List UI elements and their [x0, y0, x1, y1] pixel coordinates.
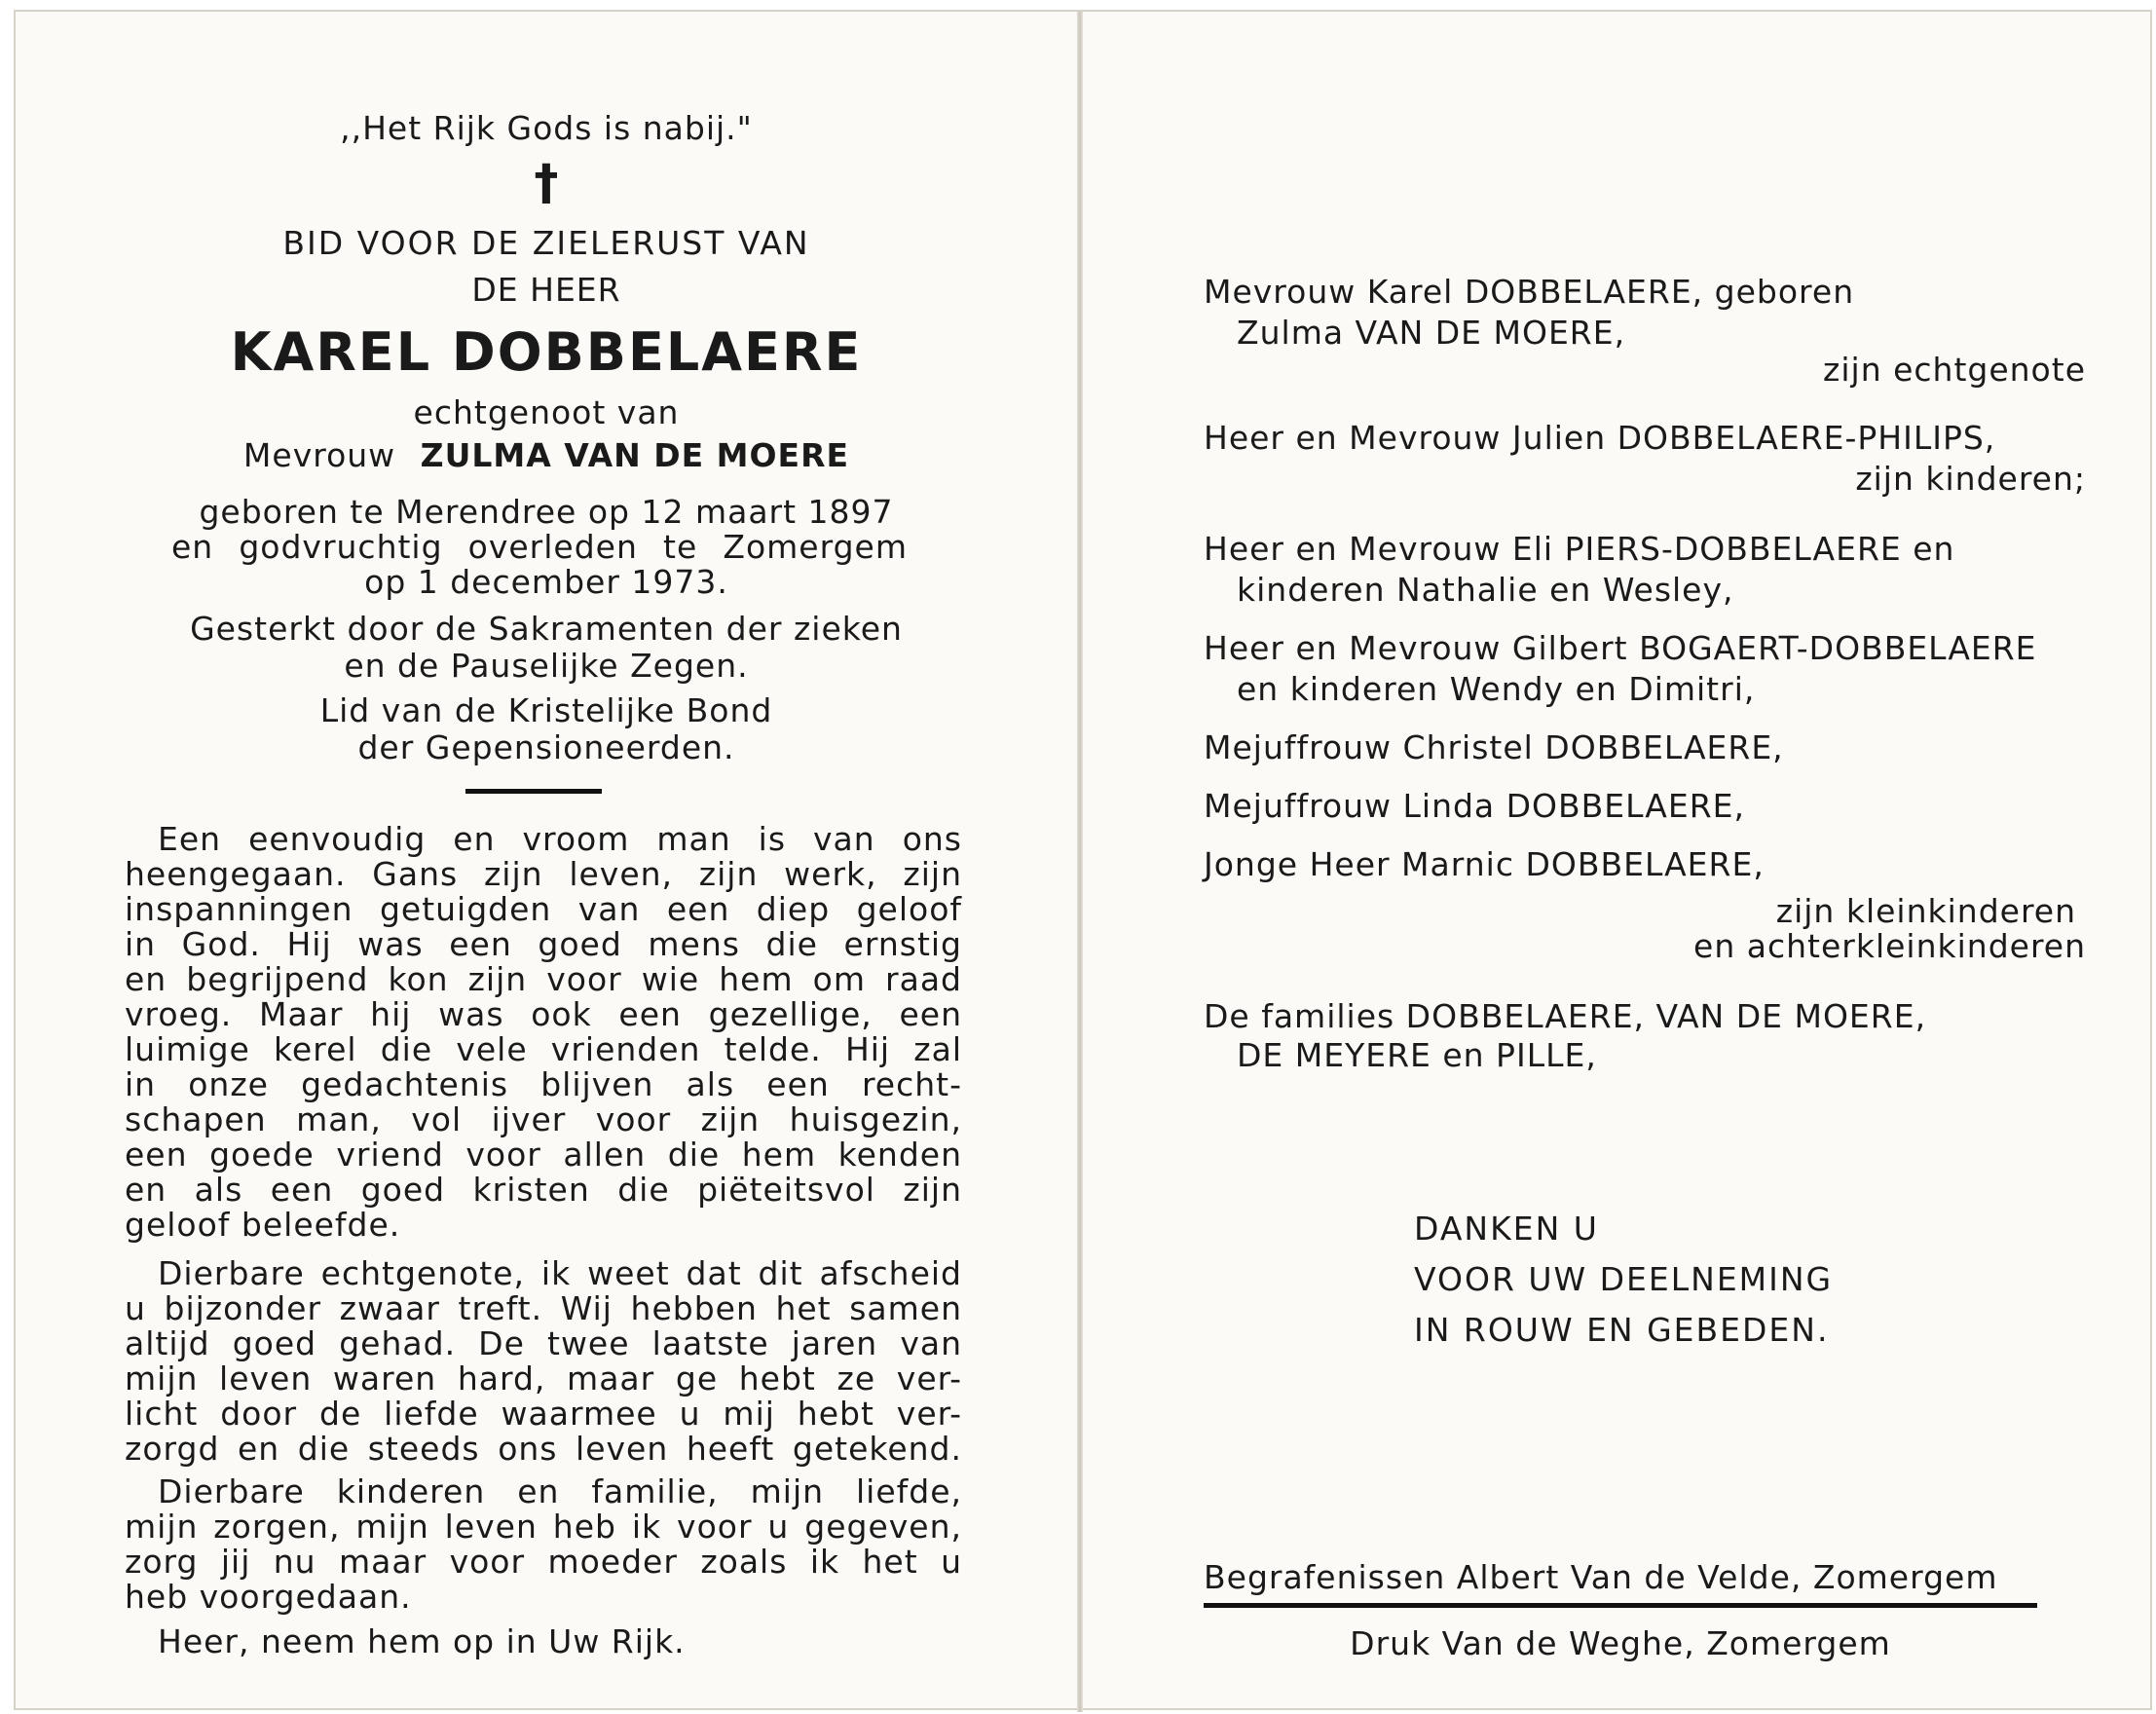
- thanks-line: IN ROUW EN GEBEDEN.: [1414, 1311, 1830, 1349]
- text-line: u bijzonder zwaar treft. Wij hebben het samen: [125, 1289, 962, 1327]
- scripture-quote: ,,Het Rijk Gods is nabij.": [340, 109, 753, 147]
- thanks-line: DANKEN U: [1414, 1210, 1599, 1248]
- birth-line: geboren te Merendree op 12 maart 1897: [199, 493, 894, 531]
- text-line: heengegaan. Gans zijn leven, zijn werk, zijn: [125, 855, 962, 893]
- mourner-line: zijn kinderen;: [1855, 460, 2086, 498]
- undertaker-credit: Begrafenissen Albert Van de Velde, Zomergem: [1204, 1558, 1998, 1596]
- text-line: mijn leven waren hard, maar ge hebt ze ver-: [125, 1360, 962, 1397]
- text-line: vroeg. Maar hij was ook een gezellige, een: [125, 995, 962, 1033]
- text-line: altijd goed gehad. De twee laatste jaren van: [125, 1324, 962, 1362]
- mourner-line: en kinderen Wendy en Dimitri,: [1237, 670, 1756, 708]
- spouse-line: [16, 436, 1077, 474]
- text-line: Een eenvoudig en vroom man is van ons: [158, 820, 962, 858]
- membership-line-2: der Gepensioneerden.: [357, 728, 735, 766]
- right-panel: [1097, 12, 2154, 1712]
- thanks-line: VOOR UW DEELNEMING: [1414, 1260, 1834, 1298]
- mourner-line: Mejuffrouw Christel DOBBELAERE,: [1204, 728, 1784, 766]
- spouse-prefix: Mevrouw: [242, 436, 396, 474]
- mourner-line: zijn kleinkinderen: [1775, 892, 2076, 930]
- text-line: in God. Hij was een goed mens die ernstig: [125, 925, 962, 963]
- mourner-line: DE MEYERE en PILLE,: [1237, 1036, 1597, 1074]
- prayer-line-1: BID VOOR DE ZIELERUST VAN: [282, 224, 810, 262]
- text-line: zorg jij nu maar voor moeder zoals ik het u: [125, 1543, 962, 1581]
- text-line: in onze gedachtenis blijven als een recht-: [125, 1065, 962, 1103]
- mourner-line: Mevrouw Karel DOBBELAERE, geboren: [1204, 273, 1855, 311]
- spouse-label: echtgenoot van: [413, 393, 680, 431]
- mourner-line: kinderen Nathalie en Wesley,: [1237, 571, 1734, 609]
- text-line: Dierbare kinderen en familie, mijn liefde,: [158, 1472, 962, 1510]
- divider: [465, 789, 602, 794]
- text-line: geloof beleefde.: [125, 1206, 401, 1244]
- text-line: schapen man, vol ijver voor zijn huisgezin,: [125, 1100, 962, 1138]
- mourner-line: Heer en Mevrouw Julien DOBBELAERE-PHILIPS,: [1204, 419, 1996, 457]
- mourner-line: en achterkleinkinderen: [1693, 927, 2086, 965]
- mourner-line: Jonge Heer Marnic DOBBELAERE,: [1204, 845, 1765, 883]
- text-line: licht door de liefde waarmee u mij hebt ver-: [125, 1395, 962, 1433]
- text-line: en als een goed kristen die piëteitsvol zijn: [125, 1171, 962, 1209]
- cross-icon: †: [534, 154, 559, 210]
- mourner-line: Mejuffrouw Linda DOBBELAERE,: [1204, 787, 1745, 825]
- closing-prayer: Heer, neem hem op in Uw Rijk.: [158, 1622, 686, 1660]
- text-line: luimige kerel die vele vrienden telde. Hij zal: [125, 1030, 962, 1068]
- text-line: heb voorgedaan.: [125, 1578, 412, 1616]
- printer-credit: Druk Van de Weghe, Zomergem: [1350, 1624, 1891, 1662]
- mourner-line: zijn echtgenote: [1823, 351, 2086, 389]
- text-line: en begrijpend kon zijn voor wie hem om raad: [125, 960, 962, 998]
- death-line: en godvruchtig overleden te Zomergem: [171, 528, 908, 566]
- text-line: zorgd en die steeds ons leven heeft getekend.: [125, 1430, 962, 1468]
- deceased-name: KAREL DOBBELAERE: [230, 321, 863, 383]
- mourner-line: De families DOBBELAERE, VAN DE MOERE,: [1204, 997, 1927, 1035]
- sacraments-line-1: Gesterkt door de Sakramenten der zieken: [190, 610, 903, 648]
- card-fold: [1077, 12, 1083, 1712]
- sacraments-line-2: en de Pauselijke Zegen.: [344, 647, 749, 685]
- text-line: Dierbare echtgenote, ik weet dat dit afscheid: [158, 1254, 962, 1292]
- mourner-line: Heer en Mevrouw Eli PIERS-DOBBELAERE en: [1204, 530, 1955, 568]
- text-line: mijn zorgen, mijn leven heb ik voor u gegeven,: [125, 1508, 962, 1546]
- mourner-line: Zulma VAN DE MOERE,: [1237, 314, 1626, 352]
- left-panel: [16, 12, 1077, 1712]
- memorial-card: [14, 10, 2152, 1710]
- membership-line-1: Lid van de Kristelijke Bond: [319, 691, 773, 729]
- text-line: een goede vriend voor allen die hem kenden: [125, 1136, 962, 1174]
- prayer-line-2: DE HEER: [471, 271, 621, 309]
- death-date-line: op 1 december 1973.: [364, 563, 728, 601]
- footer-rule: [1204, 1603, 2037, 1608]
- text-line: inspanningen getuigden van een diep geloof: [125, 890, 962, 928]
- spouse-name: ZULMA VAN DE MOERE: [420, 436, 850, 474]
- mourner-line: Heer en Mevrouw Gilbert BOGAERT-DOBBELAERE: [1204, 629, 2037, 667]
